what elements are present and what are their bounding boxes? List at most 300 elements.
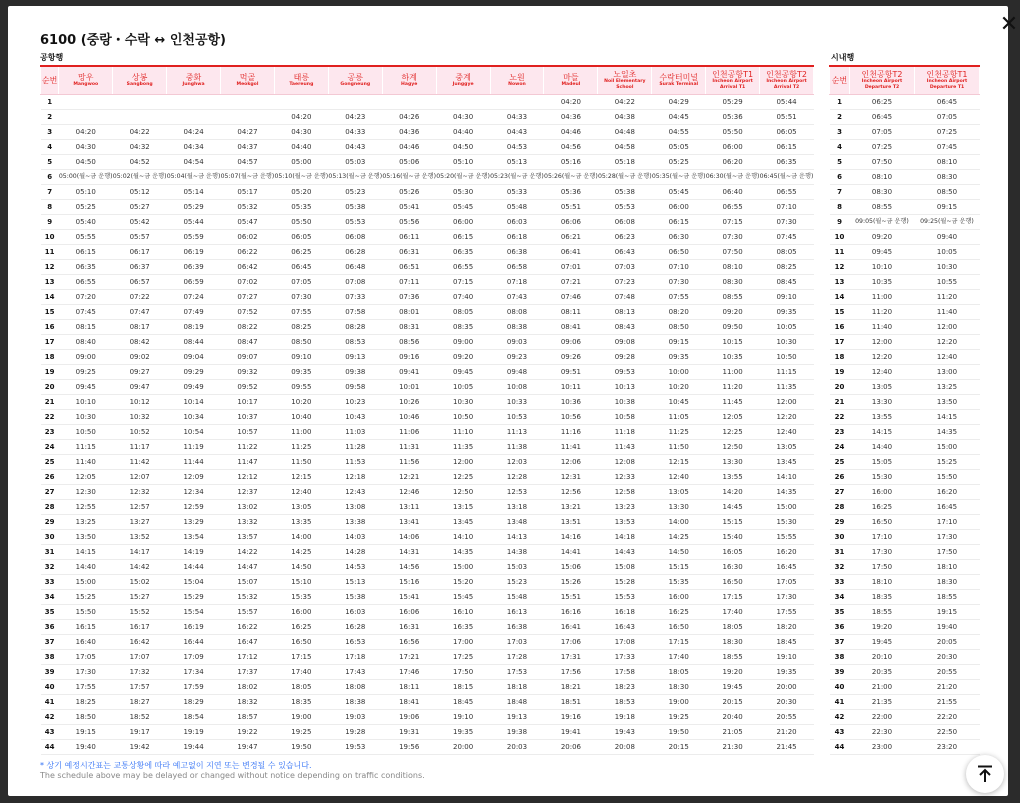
time-cell: 07:27: [221, 290, 275, 305]
table-row: [830, 95, 980, 110]
time-cell: 06:31: [382, 245, 436, 260]
table-row: [41, 695, 814, 710]
time-cell: 10:34: [167, 410, 221, 425]
time-cell: 05:41: [382, 200, 436, 215]
time-cell: 09:04: [167, 350, 221, 365]
time-cell: 11:41: [544, 440, 598, 455]
time-cell: 13:27: [113, 515, 167, 530]
time-cell: 06:03: [490, 215, 544, 230]
row-index: 2: [41, 110, 59, 125]
time-cell: 07:15: [436, 275, 490, 290]
time-cell: 17:15: [652, 635, 706, 650]
time-cell: 13:29: [167, 515, 221, 530]
time-cell: 12:55: [59, 500, 113, 515]
time-cell: 07:46: [544, 290, 598, 305]
time-cell: 09:29: [167, 365, 221, 380]
time-cell: 05:17: [221, 185, 275, 200]
row-index: 30: [41, 530, 59, 545]
time-cell: 17:08: [598, 635, 652, 650]
time-cell: 12:56: [544, 485, 598, 500]
time-cell: 09:41: [382, 365, 436, 380]
time-cell: 15:57: [221, 605, 275, 620]
time-cell: 07:45: [915, 140, 980, 155]
time-cell: 14:35: [436, 545, 490, 560]
time-cell: 07:33: [328, 290, 382, 305]
table-row: [830, 560, 980, 575]
time-cell: 12:03: [490, 455, 544, 470]
time-cell: 16:44: [167, 635, 221, 650]
time-cell: 17:43: [328, 665, 382, 680]
time-cell: 17:58: [598, 665, 652, 680]
table-row: [41, 620, 814, 635]
time-cell: 17:40: [706, 605, 760, 620]
table-row: [41, 440, 814, 455]
time-cell: 11:44: [167, 455, 221, 470]
time-cell: 18:02: [221, 680, 275, 695]
time-cell: 08:42: [113, 335, 167, 350]
time-cell: 10:30: [915, 260, 980, 275]
time-cell: 14:18: [598, 530, 652, 545]
time-cell: 08:35: [436, 320, 490, 335]
table-row: [41, 230, 814, 245]
row-index: 35: [830, 605, 850, 620]
time-cell: 11:40: [850, 320, 915, 335]
row-index: 37: [41, 635, 59, 650]
time-cell: 08:11: [544, 305, 598, 320]
time-cell: 05:04(월~금 운행): [167, 170, 221, 185]
time-cell: 04:50: [436, 140, 490, 155]
time-cell: 19:15: [59, 725, 113, 740]
time-cell: 18:53: [598, 695, 652, 710]
time-cell: 11:56: [382, 455, 436, 470]
time-cell: 04:30: [436, 110, 490, 125]
airport-stop-header: [59, 66, 113, 95]
time-cell: 20:00: [436, 740, 490, 755]
time-cell: 19:41: [544, 725, 598, 740]
time-cell: 16:16: [544, 605, 598, 620]
time-cell: 05:28(월~금 운행): [598, 170, 652, 185]
time-cell: 18:55: [706, 650, 760, 665]
time-cell: 04:27: [221, 125, 275, 140]
time-cell: 05:53: [598, 200, 652, 215]
row-index: 23: [41, 425, 59, 440]
time-cell: 07:01: [544, 260, 598, 275]
time-cell: 10:46: [382, 410, 436, 425]
time-cell: 07:08: [328, 275, 382, 290]
time-cell: [113, 110, 167, 125]
table-row: [830, 290, 980, 305]
time-cell: 12:18: [328, 470, 382, 485]
time-cell: 04:20: [544, 95, 598, 110]
time-cell: 05:14: [167, 185, 221, 200]
time-cell: 15:55: [760, 530, 814, 545]
time-cell: 12:59: [167, 500, 221, 515]
time-cell: 17:06: [544, 635, 598, 650]
table-row: [830, 200, 980, 215]
time-cell: 13:30: [706, 455, 760, 470]
airport-stop-header: [113, 66, 167, 95]
time-cell: 18:55: [915, 590, 980, 605]
time-cell: 18:35: [274, 695, 328, 710]
time-cell: 16:10: [436, 605, 490, 620]
time-cell: 19:35: [436, 725, 490, 740]
row-index: 38: [830, 650, 850, 665]
time-cell: 10:36: [544, 395, 598, 410]
time-cell: 12:09: [167, 470, 221, 485]
airport-stop-header: [652, 66, 706, 95]
row-index: 16: [41, 320, 59, 335]
time-cell: 13:48: [490, 515, 544, 530]
time-cell: 12:07: [113, 470, 167, 485]
time-cell: 15:07: [221, 575, 275, 590]
time-cell: 09:26: [544, 350, 598, 365]
table-row: [41, 725, 814, 740]
time-cell: 09:55: [274, 380, 328, 395]
time-cell: 16:25: [850, 500, 915, 515]
time-cell: 08:05: [760, 245, 814, 260]
time-cell: 12:32: [113, 485, 167, 500]
row-index: 38: [41, 650, 59, 665]
time-cell: 16:20: [760, 545, 814, 560]
time-cell: 15:06: [544, 560, 598, 575]
time-cell: 12:12: [221, 470, 275, 485]
time-cell: 18:45: [436, 695, 490, 710]
time-cell: 06:51: [382, 260, 436, 275]
row-index: 4: [830, 140, 850, 155]
table-row: [41, 260, 814, 275]
table-row: [830, 335, 980, 350]
row-index: 27: [41, 485, 59, 500]
time-cell: 06:57: [113, 275, 167, 290]
time-cell: 12:08: [598, 455, 652, 470]
time-cell: 15:32: [221, 590, 275, 605]
time-cell: 05:05: [652, 140, 706, 155]
row-index: 24: [830, 440, 850, 455]
time-cell: 05:57: [113, 230, 167, 245]
time-cell: 17:32: [113, 665, 167, 680]
city-stop-header: [915, 66, 980, 95]
time-cell: 06:59: [167, 275, 221, 290]
time-cell: 05:33: [490, 185, 544, 200]
time-cell: 11:35: [760, 380, 814, 395]
time-cell: 08:01: [382, 305, 436, 320]
stop-name-ko: 노일초: [613, 70, 637, 79]
time-cell: 14:17: [113, 545, 167, 560]
time-cell: 11:47: [221, 455, 275, 470]
route-title: 6100 (중랑・수락 ↔ 인천공항): [40, 33, 226, 48]
time-cell: 21:20: [760, 725, 814, 740]
time-cell: 20:06: [544, 740, 598, 755]
stop-name-ko: 인천공항T1: [926, 70, 968, 79]
time-cell: 04:30: [59, 140, 113, 155]
time-cell: 12:00: [915, 320, 980, 335]
time-cell: 13:41: [382, 515, 436, 530]
row-index: 11: [830, 245, 850, 260]
stop-name-en: Incheon Airport Departure T1: [926, 79, 968, 90]
time-cell: 15:10: [274, 575, 328, 590]
time-cell: 15:30: [850, 470, 915, 485]
time-cell: [167, 110, 221, 125]
table-row: [830, 725, 980, 740]
table-row: [830, 590, 980, 605]
time-cell: 18:54: [167, 710, 221, 725]
table-row: [830, 230, 980, 245]
time-cell: 14:44: [167, 560, 221, 575]
time-cell: 08:45: [760, 275, 814, 290]
time-cell: 16:30: [706, 560, 760, 575]
airport-stop-header: [167, 66, 221, 95]
time-cell: 18:21: [544, 680, 598, 695]
time-cell: 04:46: [544, 125, 598, 140]
table-row: [830, 245, 980, 260]
time-cell: 07:10: [652, 260, 706, 275]
row-index: 10: [41, 230, 59, 245]
time-cell: 04:30: [274, 125, 328, 140]
time-cell: 12:15: [652, 455, 706, 470]
time-cell: 09:05(월~금 운행): [850, 215, 915, 230]
time-cell: 12:40: [760, 425, 814, 440]
stop-name-ko: 태릉: [293, 72, 310, 82]
time-cell: 11:05: [652, 410, 706, 425]
time-cell: 19:18: [598, 710, 652, 725]
time-cell: 13:30: [652, 500, 706, 515]
time-cell: 14:38: [490, 545, 544, 560]
stop-name-en: Incheon Airport Arrival T2: [766, 79, 807, 90]
time-cell: 15:05: [850, 455, 915, 470]
table-row: [830, 425, 980, 440]
time-cell: 06:20: [706, 155, 760, 170]
airport-index-header: [41, 66, 59, 95]
row-index: 21: [830, 395, 850, 410]
time-cell: 11:00: [706, 365, 760, 380]
time-cell: 06:42: [221, 260, 275, 275]
table-row: [830, 515, 980, 530]
time-cell: 19:38: [490, 725, 544, 740]
table-row: [830, 140, 980, 155]
stop-name-en: Sangbong: [126, 81, 153, 87]
time-cell: 09:35: [760, 305, 814, 320]
table-row: [41, 350, 814, 365]
time-cell: 06:06: [544, 215, 598, 230]
time-cell: 10:12: [113, 395, 167, 410]
scroll-top-button[interactable]: [966, 755, 1004, 793]
time-cell: 16:45: [760, 560, 814, 575]
time-cell: 06:45: [274, 260, 328, 275]
time-cell: 23:00: [850, 740, 915, 755]
time-cell: 05:26(월~금 운행): [544, 170, 598, 185]
time-cell: 06:00: [652, 200, 706, 215]
time-cell: 13:02: [221, 500, 275, 515]
row-index: 20: [830, 380, 850, 395]
time-cell: 05:16(월~금 운행): [382, 170, 436, 185]
time-cell: 18:32: [221, 695, 275, 710]
time-cell: 20:10: [850, 650, 915, 665]
time-cell: 06:21: [544, 230, 598, 245]
time-cell: 18:05: [274, 680, 328, 695]
row-index: 34: [41, 590, 59, 605]
time-cell: 11:31: [382, 440, 436, 455]
time-cell: 09:47: [113, 380, 167, 395]
time-cell: 14:25: [274, 545, 328, 560]
time-cell: 04:34: [167, 140, 221, 155]
time-cell: 07:49: [167, 305, 221, 320]
time-cell: 16:40: [59, 635, 113, 650]
time-cell: 04:24: [167, 125, 221, 140]
time-cell: 07:15: [706, 215, 760, 230]
time-cell: 18:30: [652, 680, 706, 695]
time-cell: 13:05: [850, 380, 915, 395]
time-cell: 06:35: [59, 260, 113, 275]
time-cell: 09:02: [113, 350, 167, 365]
time-cell: 05:38: [328, 200, 382, 215]
time-cell: 21:35: [850, 695, 915, 710]
time-cell: 18:08: [328, 680, 382, 695]
close-button[interactable]: [998, 14, 1020, 36]
stop-name-ko: 노원: [509, 72, 525, 82]
time-cell: 14:03: [328, 530, 382, 545]
time-cell: 16:56: [382, 635, 436, 650]
time-cell: 17:40: [274, 665, 328, 680]
time-cell: 09:53: [598, 365, 652, 380]
row-index: 43: [41, 725, 59, 740]
time-cell: 20:03: [490, 740, 544, 755]
time-cell: 10:58: [598, 410, 652, 425]
table-row: [41, 170, 814, 185]
time-cell: 11:00: [274, 425, 328, 440]
time-cell: 16:47: [221, 635, 275, 650]
time-cell: 15:52: [113, 605, 167, 620]
time-cell: 14:35: [915, 425, 980, 440]
time-cell: 04:55: [652, 125, 706, 140]
time-cell: 05:29: [167, 200, 221, 215]
time-cell: 19:16: [544, 710, 598, 725]
time-cell: 09:32: [221, 365, 275, 380]
time-cell: 04:46: [382, 140, 436, 155]
time-cell: 16:31: [382, 620, 436, 635]
time-cell: 11:40: [915, 305, 980, 320]
time-cell: 12:00: [436, 455, 490, 470]
time-cell: 06:11: [382, 230, 436, 245]
table-row: [830, 530, 980, 545]
time-cell: 13:54: [167, 530, 221, 545]
table-row: [830, 110, 980, 125]
row-index: 44: [830, 740, 850, 755]
table-row: [41, 560, 814, 575]
time-cell: 19:19: [167, 725, 221, 740]
time-cell: 05:10: [436, 155, 490, 170]
time-cell: 09:35: [274, 365, 328, 380]
time-cell: 22:00: [850, 710, 915, 725]
time-cell: 08:40: [59, 335, 113, 350]
time-cell: 10:05: [436, 380, 490, 395]
row-index: 8: [41, 200, 59, 215]
time-cell: 18:10: [850, 575, 915, 590]
row-index: 41: [41, 695, 59, 710]
time-cell: 19:17: [113, 725, 167, 740]
time-cell: 07:45: [760, 230, 814, 245]
row-index: 33: [830, 575, 850, 590]
time-cell: 17:28: [490, 650, 544, 665]
time-cell: 16:17: [113, 620, 167, 635]
time-cell: 13:18: [490, 500, 544, 515]
time-cell: 09:45: [59, 380, 113, 395]
time-cell: 13:08: [328, 500, 382, 515]
time-cell: 15:08: [598, 560, 652, 575]
time-cell: 06:15: [59, 245, 113, 260]
time-cell: 16:05: [706, 545, 760, 560]
time-cell: [436, 95, 490, 110]
row-index: 22: [830, 410, 850, 425]
time-cell: 18:18: [490, 680, 544, 695]
time-cell: 09:23: [490, 350, 544, 365]
table-row: [830, 125, 980, 140]
time-cell: [59, 95, 113, 110]
time-cell: 04:52: [113, 155, 167, 170]
time-cell: 17:46: [382, 665, 436, 680]
table-row: [830, 500, 980, 515]
time-cell: 04:26: [382, 110, 436, 125]
row-index: 40: [41, 680, 59, 695]
stop-name-ko: 공릉: [347, 72, 364, 82]
table-row: [830, 410, 980, 425]
time-cell: 12:57: [113, 500, 167, 515]
stop-name-ko: 하계: [401, 72, 417, 82]
time-cell: 19:56: [382, 740, 436, 755]
time-cell: 04:33: [490, 110, 544, 125]
time-cell: 20:15: [706, 695, 760, 710]
time-cell: 12:34: [167, 485, 221, 500]
time-cell: 20:55: [915, 665, 980, 680]
table-row: [830, 305, 980, 320]
time-cell: 12:00: [760, 395, 814, 410]
table-row: [830, 710, 980, 725]
row-index: 31: [830, 545, 850, 560]
time-cell: 08:22: [221, 320, 275, 335]
table-row: [41, 485, 814, 500]
time-cell: 09:20: [850, 230, 915, 245]
time-cell: 18:57: [221, 710, 275, 725]
time-cell: 06:25: [274, 245, 328, 260]
time-cell: 13:25: [59, 515, 113, 530]
time-cell: 12:00: [850, 335, 915, 350]
time-cell: 18:15: [436, 680, 490, 695]
row-index: 12: [830, 260, 850, 275]
time-cell: 21:20: [915, 680, 980, 695]
time-cell: 19:42: [113, 740, 167, 755]
time-cell: 11:50: [274, 455, 328, 470]
time-cell: 17:37: [221, 665, 275, 680]
time-cell: 15:48: [490, 590, 544, 605]
time-cell: 16:00: [274, 605, 328, 620]
row-index: 28: [41, 500, 59, 515]
row-index: 1: [830, 95, 850, 110]
time-cell: 15:35: [274, 590, 328, 605]
time-cell: 04:20: [59, 125, 113, 140]
time-cell: 10:50: [59, 425, 113, 440]
time-cell: 12:25: [706, 425, 760, 440]
time-cell: 18:11: [382, 680, 436, 695]
time-cell: 21:55: [915, 695, 980, 710]
time-cell: 08:44: [167, 335, 221, 350]
row-index: 42: [41, 710, 59, 725]
time-cell: 05:07(월~금 운행): [221, 170, 275, 185]
time-cell: 10:00: [652, 365, 706, 380]
time-cell: 17:30: [915, 530, 980, 545]
time-cell: 05:32: [221, 200, 275, 215]
time-cell: 14:22: [221, 545, 275, 560]
time-cell: 11:28: [328, 440, 382, 455]
time-cell: 05:55: [59, 230, 113, 245]
